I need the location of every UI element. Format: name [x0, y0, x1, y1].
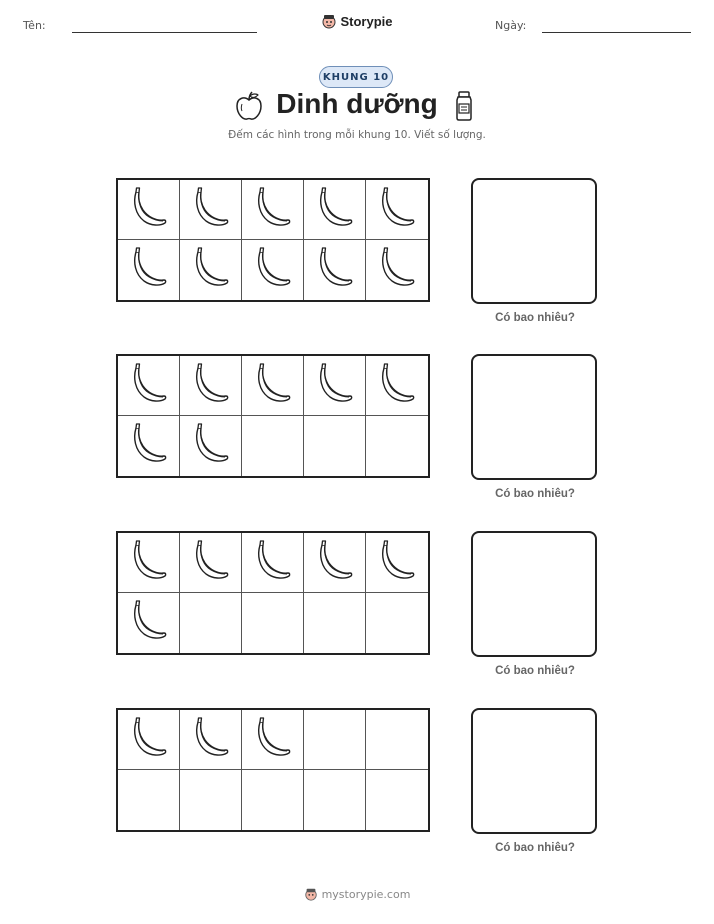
banana-icon [128, 186, 170, 234]
banana-icon [314, 539, 356, 587]
ten-frame-cell [180, 356, 242, 416]
ten-frame-cell [304, 180, 366, 240]
ten-frame-cell [304, 533, 366, 593]
footer [0, 886, 714, 905]
banana-icon [252, 246, 294, 294]
ten-frame-cell [366, 180, 428, 240]
ten-frame-cell [118, 710, 180, 770]
ten-frame-cell [304, 240, 366, 300]
ten-frame-cell [304, 710, 366, 770]
ten-frame-cell [242, 533, 304, 593]
answer-label: Có bao nhiêu? [495, 842, 575, 854]
ten-frame-cell [366, 770, 428, 830]
ten-frame-cell [242, 180, 304, 240]
ten-frame-cell [118, 180, 180, 240]
banana-icon [190, 716, 232, 764]
ten-frame-cell [242, 416, 304, 476]
banana-icon [314, 186, 356, 234]
answer-label: Có bao nhiêu? [495, 665, 575, 677]
banana-icon [128, 422, 170, 470]
answer-box[interactable] [471, 178, 597, 304]
banana-icon [314, 362, 356, 410]
ten-frame-cell [242, 770, 304, 830]
ten-frame-cell [180, 593, 242, 653]
banana-icon [376, 362, 418, 410]
ten-frame-cell [304, 356, 366, 416]
worksheet-badge: KHUNG 10 [319, 66, 393, 88]
ten-frame-cell [180, 710, 242, 770]
banana-icon [252, 362, 294, 410]
ten-frame-cell [304, 416, 366, 476]
banana-icon [190, 422, 232, 470]
page-title: Dinh dưỡng [276, 88, 438, 119]
banana-icon [252, 716, 294, 764]
banana-icon [128, 716, 170, 764]
brand-name: Storypie [340, 13, 393, 29]
answer-box[interactable] [471, 354, 597, 480]
answer-box[interactable] [471, 531, 597, 657]
ten-frame-2 [116, 354, 430, 478]
footer-url: mystorypie.com [321, 887, 411, 901]
banana-icon [128, 539, 170, 587]
banana-icon [252, 539, 294, 587]
ten-frame-cell [304, 593, 366, 653]
ten-frame-cell [118, 593, 180, 653]
ten-frame-cell [242, 710, 304, 770]
date-label: Ngày: [495, 19, 527, 32]
ten-frame-cell [366, 240, 428, 300]
banana-icon [128, 362, 170, 410]
ten-frame-cell [180, 533, 242, 593]
jar-icon [452, 90, 476, 122]
banana-icon [314, 246, 356, 294]
ten-frame-cell [118, 416, 180, 476]
ten-frame-cell [366, 533, 428, 593]
ten-frame-cell [366, 356, 428, 416]
brand-logo [0, 13, 714, 33]
ten-frame-4 [116, 708, 430, 832]
ten-frame-cell [180, 416, 242, 476]
ten-frame-cell [118, 240, 180, 300]
banana-icon [376, 186, 418, 234]
ten-frame-cell [242, 593, 304, 653]
ten-frame-cell [366, 593, 428, 653]
answer-label: Có bao nhiêu? [495, 312, 575, 324]
ten-frame-cell [118, 356, 180, 416]
ten-frame-cell [366, 710, 428, 770]
banana-icon [128, 246, 170, 294]
answer-box[interactable] [471, 708, 597, 834]
banana-icon [190, 539, 232, 587]
ten-frame-cell [242, 240, 304, 300]
ten-frame-cell [366, 416, 428, 476]
ten-frame-cell [242, 356, 304, 416]
ten-frame-1 [116, 178, 430, 302]
banana-icon [376, 539, 418, 587]
date-field[interactable] [542, 32, 691, 33]
banana-icon [190, 186, 232, 234]
name-label: Tên: [23, 19, 46, 32]
ten-frame-cell [180, 240, 242, 300]
ten-frame-3 [116, 531, 430, 655]
instructions: Đếm các hình trong mỗi khung 10. Viết số lượng. [228, 129, 486, 141]
answer-label: Có bao nhiêu? [495, 488, 575, 500]
ten-frame-cell [180, 180, 242, 240]
banana-icon [252, 186, 294, 234]
storypie-mascot-icon [321, 13, 337, 29]
ten-frame-cell [118, 533, 180, 593]
ten-frame-cell [304, 770, 366, 830]
ten-frame-cell [180, 770, 242, 830]
ten-frame-cell [118, 770, 180, 830]
banana-icon [190, 362, 232, 410]
storypie-mascot-icon [304, 887, 318, 901]
banana-icon [376, 246, 418, 294]
banana-icon [128, 599, 170, 647]
banana-icon [190, 246, 232, 294]
